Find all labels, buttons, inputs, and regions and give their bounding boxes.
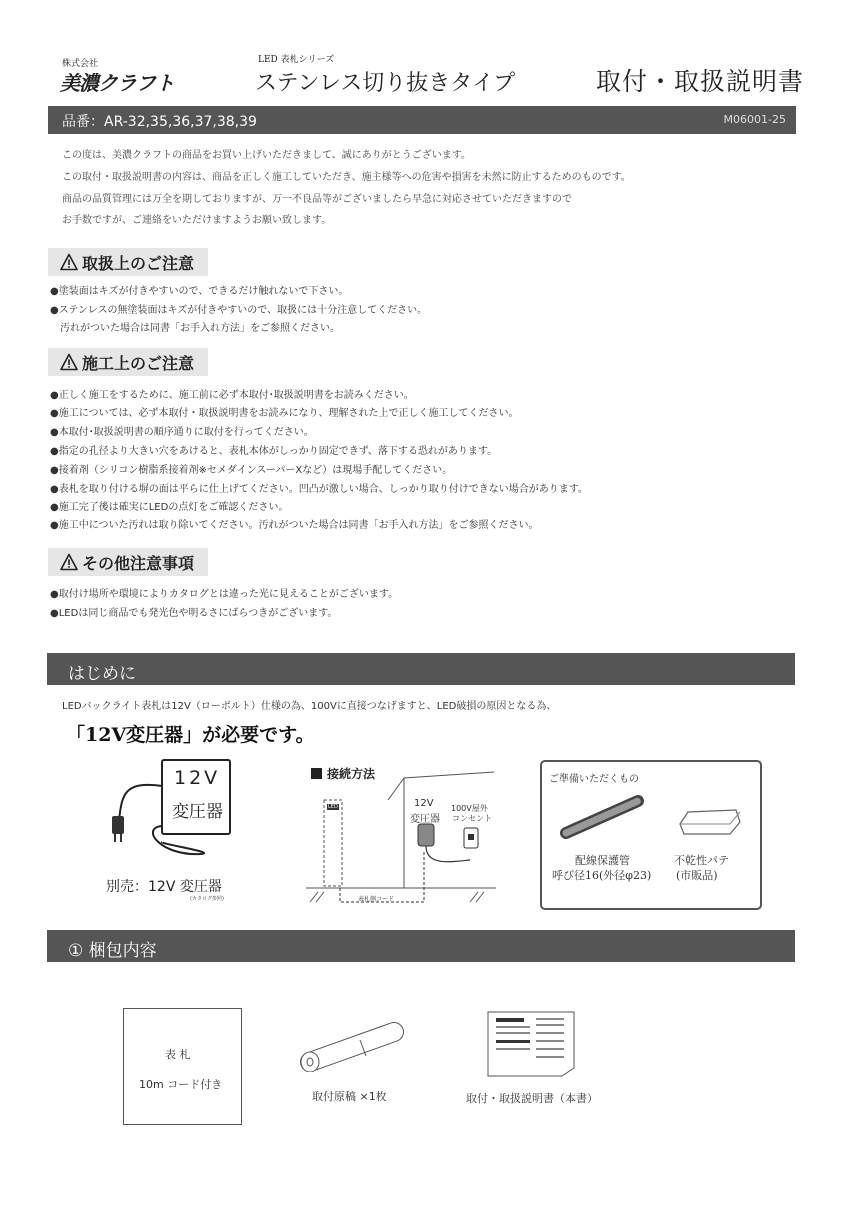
nameplate-box [123, 1008, 242, 1125]
transformer-box-voltage: 12V [174, 767, 221, 789]
intro-line: お手数ですが、ご連絡をいただけますようお願い致します。 [62, 215, 332, 226]
install-item: ●施工については、必ず本取付・取扱説明書をお読みになり、理解された上で正しく施工してください。 [50, 408, 519, 419]
package-bar [47, 930, 795, 962]
conn-cord-label: 表札側コード [358, 896, 395, 903]
nameplate-cord-label: 10m コード付き [139, 1078, 223, 1091]
other-item: ●取付け場所や環境によりカタログとは違った光に見えることがございます。 [50, 589, 399, 600]
handling-title: 取扱上のご注意 [82, 253, 195, 273]
template-label: 取付原稿 ×1枚 [312, 1090, 387, 1103]
model-bar [48, 106, 796, 134]
prep-pipe-label: 配線保護管 [575, 854, 630, 867]
transformer-required-note: 「12V変圧器」が必要です。 [66, 724, 315, 746]
other-item: ●LEDは同じ商品でも発光色や明るさにばらつきがございます。 [50, 608, 338, 619]
manual-label: 取付・取扱説明書（本書） [466, 1092, 598, 1105]
install-item: ●施工中についた汚れは取り除いてください。汚れがついた場合は同書「お手入れ方法」をご参照ください。 [50, 520, 539, 531]
prep-putty-label: 不乾性パテ [674, 854, 729, 867]
handling-heading [48, 248, 208, 276]
prep-putty-note: (市販品) [676, 869, 718, 882]
hajime-bar [47, 653, 795, 685]
intro-line: この取付・取扱説明書の内容は、商品を正しく施工していただき、施主様等への危害や損害を未然に防止するためのものです。 [62, 172, 631, 183]
warning-icon [60, 253, 78, 271]
conduit-pipe-image [560, 793, 646, 841]
install-item: ●本取付･取扱説明書の順序通りに取付を行ってください。 [50, 427, 314, 438]
handling-item: 汚れがついた場合は同書「お手入れ方法」をご参照ください。 [50, 323, 340, 334]
manual-image [486, 1010, 578, 1078]
preparation-title: ご準備いただくもの [549, 774, 639, 785]
install-item: ●表札を取り付ける塀の面は平らに仕上げてください。凹凸が激しい場合、しっかり取り付けできない場合があります。 [50, 484, 588, 495]
transformer-caption-sub: (カタログ参照) [190, 896, 224, 902]
install-item: ●接着剤（シリコン樹脂系接着剤※セメダインスーパーXなど）は現場手配してください。 [50, 465, 453, 476]
hajime-title: はじめに [68, 664, 136, 684]
conn-transformer-label: 変圧器 [410, 814, 440, 825]
document-code: M06001-25 [723, 113, 786, 126]
rolled-template-image [296, 1022, 408, 1072]
nameplate-label: 表 札 [165, 1048, 191, 1061]
conn-led-label: LED [328, 804, 338, 810]
other-title: その他注意事項 [82, 553, 195, 573]
company-logo: 美濃クラフト [60, 71, 174, 95]
voltage-note: LEDバックライト表札は12V（ローボルト）仕様の為、100Vに直接つなげますと、LED破損の原因となる為、 [62, 701, 557, 712]
install-item: ●施工完了後は確実にLEDの点灯をご確認ください。 [50, 502, 289, 513]
putty-image [674, 806, 744, 838]
handling-item: ●ステンレスの無塗装面はキズが付きやすいので、取扱には十分注意してください。 [50, 305, 428, 316]
company-small-label: 株式会社 [62, 59, 99, 69]
model-number: 品番：AR-32,35,36,37,38,39 [62, 114, 257, 130]
warning-icon [60, 353, 78, 371]
warning-icon [60, 553, 78, 571]
conn-transformer-label: 12V [414, 798, 434, 809]
install-item: ●指定の孔径より大きい穴をあけると、表札本体がしっかり固定できず、落下する恐れがあります。 [50, 446, 498, 457]
prep-pipe-spec: 呼び径16(外径φ23) [552, 869, 652, 882]
document-title: 取付・取扱説明書 [596, 67, 805, 96]
connection-title: 接続方法 [327, 767, 376, 781]
product-title: ステンレス切り抜きタイプ [255, 71, 516, 96]
package-title: ① 梱包内容 [68, 941, 157, 961]
intro-line: この度は、美濃クラフトの商品をお買い上げいただきまして、誠にありがとうございます。 [62, 150, 471, 161]
install-item: ●正しく施工をするために、施工前に必ず本取付･取扱説明書をお読みください。 [50, 390, 414, 401]
intro-line: 商品の品質管理には万全を期しておりますが、万一不良品等がございましたら早急に対応させていただきますので [62, 194, 572, 205]
conn-outlet-label: コンセント [452, 814, 492, 823]
transformer-box-label: 変圧器 [172, 802, 223, 822]
install-title: 施工上のご注意 [82, 353, 195, 373]
conn-outlet-label: 100V屋外 [451, 804, 488, 813]
handling-item: ●塗装面はキズが付きやすいので、できるだけ触れないで下さい。 [50, 286, 349, 297]
install-heading [48, 348, 208, 376]
series-label: LED 表札シリーズ [258, 55, 335, 65]
other-heading [48, 548, 208, 576]
connection-diagram [300, 770, 500, 910]
transformer-caption: 別売：12V 変圧器 [106, 879, 222, 895]
